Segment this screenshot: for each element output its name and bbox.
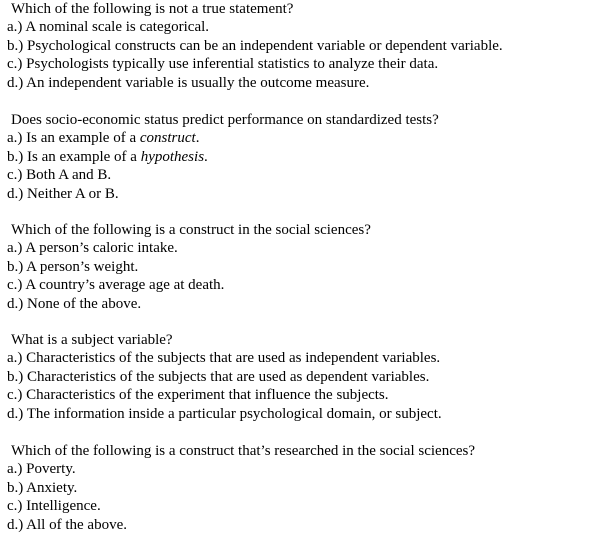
option-d xyxy=(7,295,609,314)
option-text: Both A and B. xyxy=(22,167,112,183)
option-b xyxy=(7,479,609,498)
question-4 xyxy=(0,331,609,423)
option-b xyxy=(7,368,609,387)
question-3 xyxy=(0,221,609,313)
option-text: Characteristics of the experiment that influence the subjects. xyxy=(22,387,389,403)
option-text: Is an example of a xyxy=(23,148,141,165)
option-text: Intelligence. xyxy=(22,498,101,514)
question-5 xyxy=(0,442,609,534)
option-text: A person’s caloric intake. xyxy=(22,240,178,256)
option-d xyxy=(7,74,609,93)
option-text: Characteristics of the subjects that are used as dependent variables. xyxy=(23,368,430,385)
option-text: Anxiety. xyxy=(23,479,78,496)
option-text: A nominal scale is categorical. xyxy=(22,19,210,35)
option-d xyxy=(7,185,609,204)
option-letter: a.) xyxy=(7,461,23,477)
option-letter: b.) xyxy=(7,258,24,275)
option-letter: a.) xyxy=(7,240,23,256)
option-b xyxy=(7,37,609,56)
option-a xyxy=(7,349,609,368)
option-letter: a.) xyxy=(7,130,23,146)
option-letter: d.) xyxy=(7,405,24,422)
option-text: Characteristics of the subjects that are used as independent variables. xyxy=(22,350,441,366)
option-text: A person’s weight. xyxy=(23,258,139,275)
question-2 xyxy=(0,111,609,203)
option-a xyxy=(7,460,609,479)
option-a xyxy=(7,18,609,37)
option-letter: b.) xyxy=(7,479,24,496)
option-letter: d.) xyxy=(7,295,24,312)
option-a xyxy=(7,239,609,258)
question-1 xyxy=(0,0,609,92)
option-letter: c.) xyxy=(7,498,23,514)
option-letter: b.) xyxy=(7,148,24,165)
option-letter: b.) xyxy=(7,37,24,54)
option-letter: a.) xyxy=(7,350,23,366)
option-c xyxy=(7,386,609,405)
option-letter: d.) xyxy=(7,516,24,533)
option-c xyxy=(7,497,609,516)
option-text: A country’s average age at death. xyxy=(22,277,225,293)
option-text: Psychological constructs can be an independent variable or dependent variable. xyxy=(23,37,503,54)
option-text: None of the above. xyxy=(23,295,142,312)
option-text: Psychologists typically use inferential statistics to analyze their data. xyxy=(22,56,439,72)
option-tail: . xyxy=(204,148,208,165)
option-letter: c.) xyxy=(7,56,23,72)
option-text: All of the above. xyxy=(23,516,127,533)
option-c xyxy=(7,166,609,185)
option-letter: b.) xyxy=(7,368,24,385)
option-d xyxy=(7,405,609,424)
question-prompt: Does socio-economic status predict performance on standardized tests? xyxy=(11,112,439,128)
option-b xyxy=(7,258,609,277)
option-d xyxy=(7,516,609,535)
option-letter: a.) xyxy=(7,19,23,35)
option-emphasis: construct xyxy=(139,130,196,146)
option-c xyxy=(7,55,609,74)
option-emphasis: hypothesis xyxy=(140,148,205,165)
question-prompt: Which of the following is a construct in the social sciences? xyxy=(11,222,371,238)
option-text: An independent variable is usually the outcome measure. xyxy=(23,74,370,91)
option-letter: c.) xyxy=(7,167,23,183)
option-c xyxy=(7,276,609,295)
question-prompt: Which of the following is not a true statement? xyxy=(11,1,294,17)
option-text: Poverty. xyxy=(22,461,76,477)
option-letter: c.) xyxy=(7,277,23,293)
option-letter: c.) xyxy=(7,387,23,403)
option-b xyxy=(7,148,609,167)
option-a xyxy=(7,129,609,148)
option-letter: d.) xyxy=(7,185,24,202)
option-tail: . xyxy=(195,130,200,146)
option-text: Is an example of a xyxy=(22,130,140,146)
option-text: The information inside a particular psychological domain, or subject. xyxy=(23,405,442,422)
option-text: Neither A or B. xyxy=(23,185,119,202)
option-letter: d.) xyxy=(7,74,24,91)
question-prompt: What is a subject variable? xyxy=(11,332,173,348)
question-prompt: Which of the following is a construct that’s researched in the social sciences? xyxy=(11,443,476,459)
